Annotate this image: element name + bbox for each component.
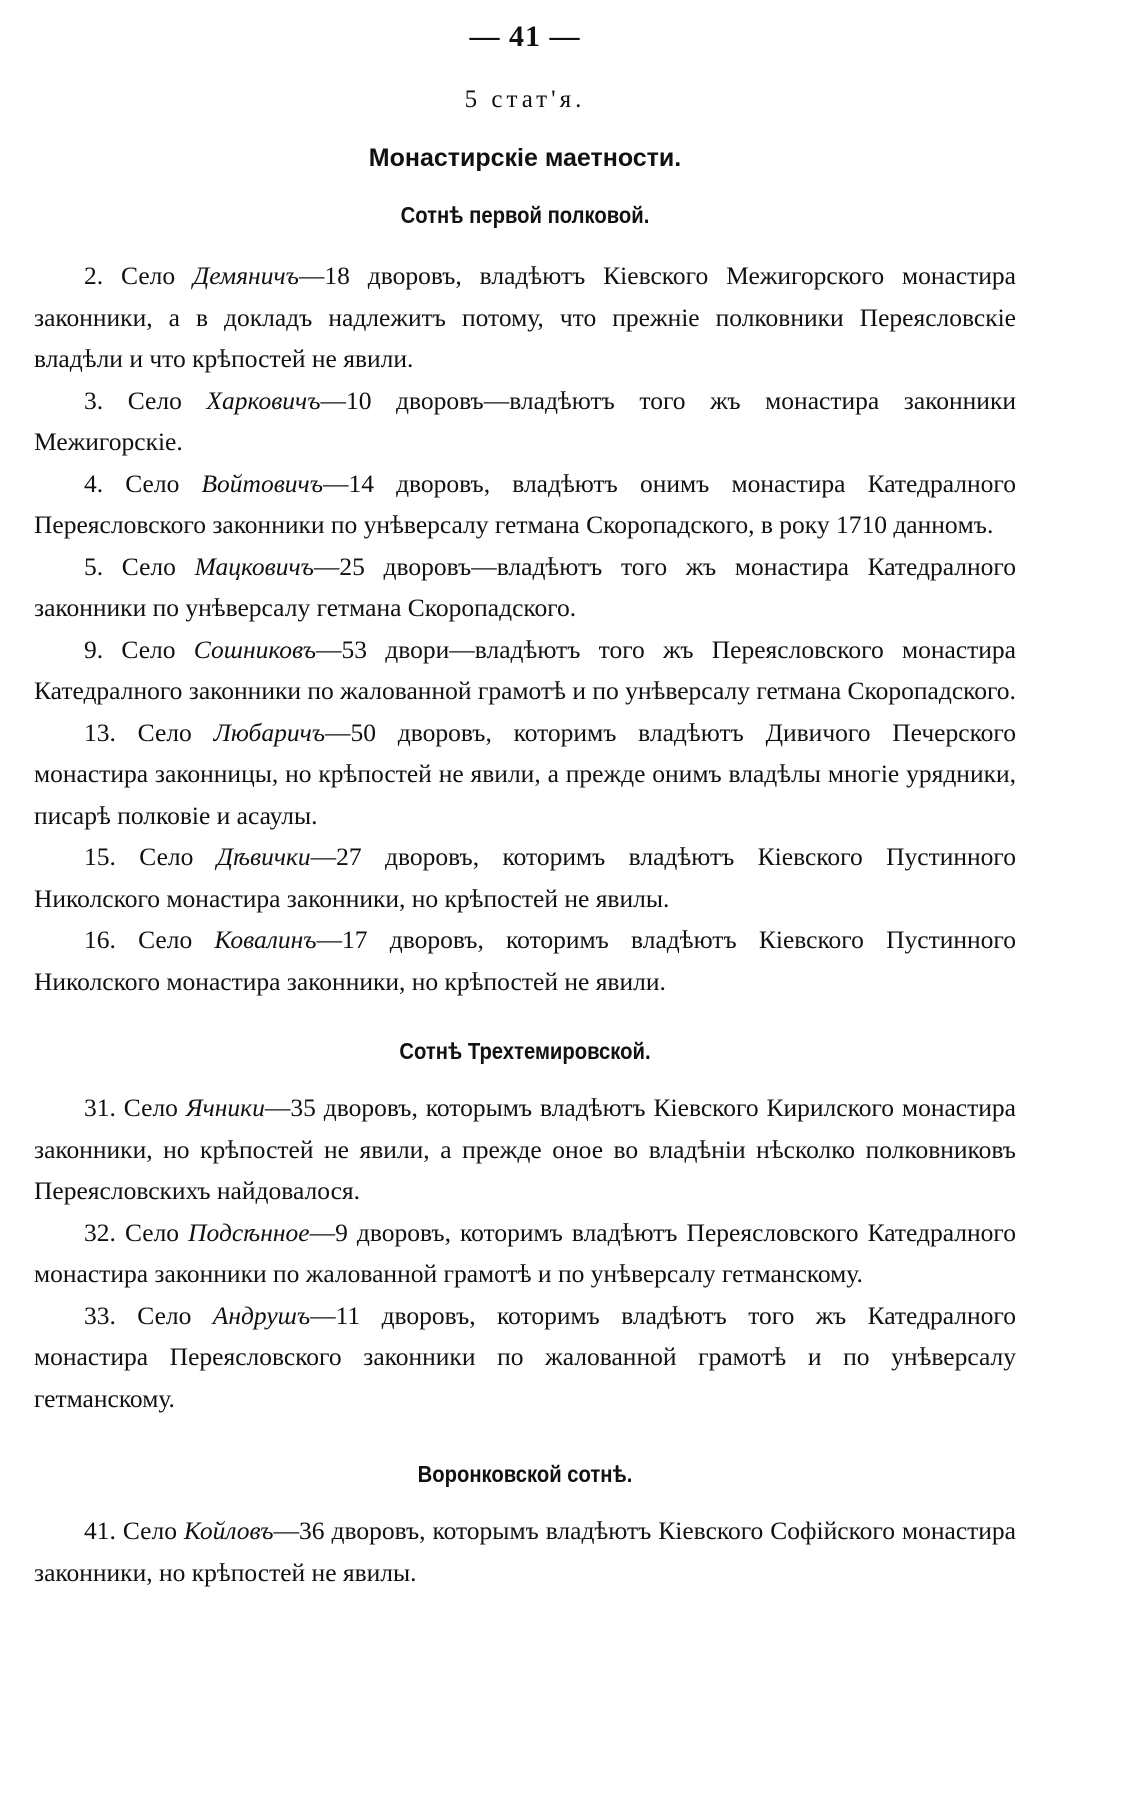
section-heading: Сотнѣ первой полковой. [400, 202, 650, 228]
entry-number: 15. Село [84, 842, 194, 871]
entry-text: —17 дворовъ, которимъ владѣютъ Кіевского Пустинного Николского монастира законники, но крѣпостей не явили. [34, 925, 1016, 996]
entry-number: 32. Село [84, 1217, 180, 1247]
entry-number: 16. Село [84, 925, 193, 954]
section-trekhtemyrivskoi [34, 1038, 1016, 1419]
section-voronkovskoi [34, 1461, 1016, 1593]
entry-text: —14 дворовъ, владѣютъ онимъ монастира Катедралного Переясловского законники по унѣверсалу гетмана Скоропадского, в року 1710 даннoмъ. [34, 468, 1017, 539]
village-name: Подсѣнное [188, 1217, 310, 1247]
entry [34, 712, 1016, 837]
entry-text: —25 дворовъ—владѣютъ того жъ монастира Катедралного законники по унѣверсалу гетмана Скоропадского. [34, 551, 1016, 622]
village-name: Сошниковъ [193, 634, 317, 664]
entry [34, 1510, 1016, 1593]
entry-number: 33. Село [84, 1300, 192, 1330]
page-number: — 41 — [469, 20, 581, 53]
village-name: Ячники [185, 1093, 265, 1122]
entry-text: —35 дворовъ, которымъ владѣютъ Кіевского Кирилского монастира законники, но крѣпостей не явили, а прежде оное во владѣніи нѣсколко полковниковъ Переясловскихъ найдовалося. [34, 1093, 1016, 1205]
section-pershoi-polkovoi [34, 202, 1016, 1002]
entry-text: —50 дворовъ, которимъ владѣютъ Дивичого Печерского монастира законницы, но крѣпостей не явили, а прежде онимъ владѣлы многіе урядники, писарѣ полковіе и асаулы. [34, 717, 1016, 830]
village-name: Койловъ [183, 1516, 274, 1545]
village-name: Любаричъ [213, 717, 325, 747]
entry-number: 2. Село [84, 261, 176, 290]
chapter-title: Монастирскіе маетности. [368, 144, 682, 172]
section-heading: Воронковской сотнѣ. [417, 1461, 633, 1487]
entry-text: —11 дворовъ, которимъ владѣютъ того жъ Катедралного монастира Переясловского законники по жалованной грамотѣ и по унѣверсалу гетманскому. [34, 1300, 1016, 1413]
village-name: Ковалинъ [214, 925, 317, 954]
entry [34, 1212, 1016, 1295]
entry-text: —27 дворовъ, которимъ владѣютъ Кіевского Пустинного Николского монастира законники, но крѣпостей не явилы. [34, 842, 1016, 913]
village-name: Дѣвички [216, 842, 311, 871]
entry-number: 3. Село [84, 385, 182, 415]
entry [34, 1295, 1016, 1420]
entry-number: 41. Село [84, 1516, 177, 1545]
entry-number: 31. Село [84, 1093, 178, 1122]
entry-text: —53 двори—владѣютъ того жъ Переясловского монастира Катедралного законники по жалованной грамотѣ и по унѣверсалу гетмана Скоропадского. [34, 634, 1016, 705]
entry [34, 629, 1016, 712]
village-name: Мацковичъ [194, 551, 314, 581]
village-name: Андрушъ [212, 1300, 311, 1330]
village-name: Войтовичъ [201, 468, 323, 498]
entry-number: 5. Село [84, 551, 176, 581]
entry-text: —36 дворовъ, которымъ владѣютъ Кіевского Софійского монастира законники, но крѣпостей не явилы. [34, 1516, 1016, 1587]
village-name: Демяничъ [193, 261, 299, 290]
entry [34, 546, 1016, 629]
entry-number: 9. Село [84, 634, 176, 664]
entry [34, 463, 1016, 546]
article-title: 5 стат'я. [464, 86, 586, 113]
entry [34, 836, 1016, 919]
village-name: Харковичъ [206, 385, 321, 415]
entry [34, 380, 1016, 463]
entry-text: —9 дворовъ, которимъ владѣютъ Переясловского Катедралного монастира законники по жалованной грамотѣ и по унѣверсалу гетманскому. [34, 1217, 1016, 1288]
entry [34, 919, 1016, 1002]
entry-number: 4. Село [84, 468, 180, 498]
document-page [34, 0, 1016, 1593]
entry-text: —18 дворовъ, владѣютъ Кіевского Межигорского монастира законники, а в докладъ надлежитъ потому, что прежніе полковники Переясловскіе владѣли и что крѣпостей не явили. [34, 261, 1016, 373]
entry [34, 255, 1016, 380]
entry-text: —10 дворовъ—владѣютъ того жъ монастира законники Межигорскіе. [34, 385, 1016, 456]
entry [34, 1087, 1016, 1212]
entry-number: 13. Село [84, 717, 192, 747]
section-heading: Сотнѣ Трехтемировской. [399, 1038, 651, 1064]
